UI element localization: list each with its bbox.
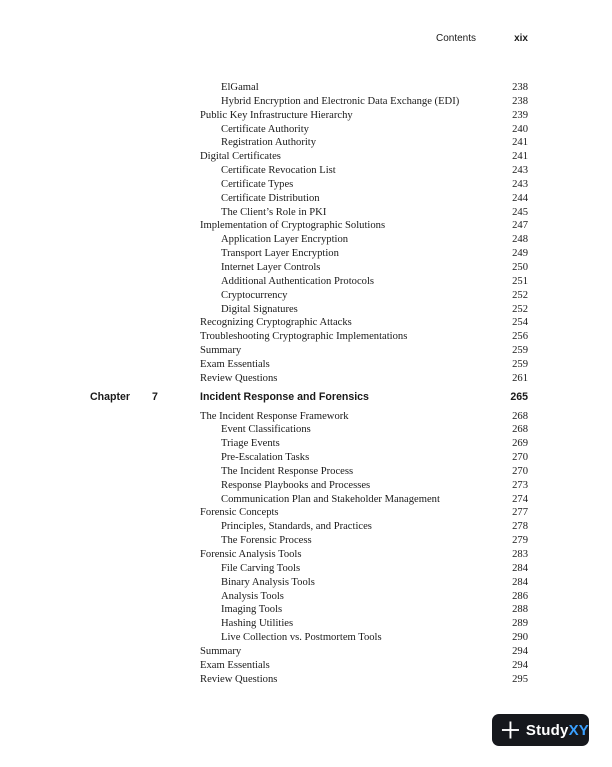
toc-entry-page: 248 — [512, 234, 528, 246]
toc-entry-title: Recognizing Cryptographic Attacks — [200, 317, 352, 329]
toc-entry-page: 270 — [512, 465, 528, 477]
toc-entry-title: Implementation of Cryptographic Solutions — [200, 220, 386, 232]
toc-entry-page: 239 — [512, 109, 528, 121]
toc-entry-page: 250 — [512, 261, 528, 273]
toc-entry[interactable] — [0, 123, 612, 137]
toc-entry-title: Principles, Standards, and Practices — [221, 521, 372, 533]
toc-entry-title: Digital Signatures — [221, 303, 298, 315]
toc-entry-title: Certificate Authority — [221, 123, 309, 135]
toc-entry[interactable] — [0, 673, 612, 687]
toc-entry-title: The Client’s Role in PKI — [221, 206, 327, 218]
toc-entry[interactable] — [0, 590, 612, 604]
toc-entry-page: 254 — [512, 317, 528, 329]
toc-entry-page: 259 — [512, 345, 528, 357]
toc-entry[interactable] — [0, 493, 612, 507]
toc-entry[interactable] — [0, 219, 612, 233]
toc-entry-title: Live Collection vs. Postmortem Tools — [221, 632, 382, 644]
toc-entry-title: Binary Analysis Tools — [221, 576, 315, 588]
toc-entry-page: 270 — [512, 452, 528, 464]
toc-entry-title: Imaging Tools — [221, 604, 283, 616]
toc-entry[interactable] — [0, 164, 612, 178]
toc-entry-page: 243 — [512, 178, 528, 190]
toc-entry-page: 245 — [512, 206, 528, 218]
toc-entry[interactable] — [0, 150, 612, 164]
toc-entry[interactable] — [0, 206, 612, 220]
toc-entry-title: Hashing Utilities — [221, 618, 294, 630]
toc-entry-title: Review Questions — [200, 673, 278, 685]
toc-entry-title: ElGamal — [221, 82, 259, 93]
toc-entry[interactable] — [0, 178, 612, 192]
toc-entry-page: 268 — [512, 424, 528, 436]
toc-entry[interactable] — [0, 358, 612, 372]
toc-entry[interactable] — [0, 603, 612, 617]
toc-entry[interactable] — [0, 534, 612, 548]
toc-entry[interactable] — [0, 437, 612, 451]
toc-entry-page: 241 — [512, 151, 528, 163]
toc-entry-title: The Incident Response Process — [221, 465, 354, 477]
toc-entry-title: Public Key Infrastructure Hierarchy — [200, 109, 353, 121]
toc-entry-title: Cryptocurrency — [221, 289, 288, 301]
brand-part-1: Study — [525, 721, 569, 739]
toc-entry-title: Certificate Distribution — [221, 192, 320, 204]
toc-entry-title: Review Questions — [200, 372, 278, 384]
toc-entry-page: 284 — [512, 562, 528, 574]
chapter-page: 265 — [510, 390, 528, 403]
toc-entry-title: Troubleshooting Cryptographic Implementations — [200, 331, 408, 343]
toc-entry-page: 241 — [512, 137, 528, 149]
toc-entry[interactable] — [0, 344, 612, 358]
toc-entry-title: The Forensic Process — [221, 535, 312, 547]
toc-entry-title: Forensic Analysis Tools — [200, 549, 302, 560]
toc-entry[interactable] — [0, 372, 612, 386]
toc-entry-page: 240 — [512, 123, 528, 135]
toc-entry-page: 294 — [512, 645, 528, 657]
running-head-page-number: xix — [514, 33, 528, 44]
toc-entry-page: 249 — [512, 248, 528, 260]
toc-entry-page: 294 — [512, 659, 528, 671]
toc-entry[interactable] — [0, 330, 612, 344]
toc-entry[interactable] — [0, 520, 612, 534]
toc-entry[interactable] — [0, 136, 612, 150]
toc-entry-title: Triage Events — [221, 438, 280, 450]
toc-entry-title: The Incident Response Framework — [200, 410, 349, 422]
toc-entries-after-chapter — [0, 410, 612, 687]
toc-entry[interactable] — [0, 275, 612, 289]
toc-entry-title: Transport Layer Encryption — [221, 248, 339, 260]
toc-entry-page: 238 — [512, 95, 528, 107]
brand-logo-text — [526, 722, 589, 739]
toc-entry[interactable] — [0, 562, 612, 576]
toc-entry[interactable] — [0, 506, 612, 520]
page-header — [0, 33, 612, 47]
toc-entry[interactable] — [0, 548, 612, 562]
toc-entry-page: 284 — [512, 576, 528, 588]
toc-entry-page: 283 — [512, 549, 528, 560]
toc-entry-page: 278 — [512, 521, 528, 533]
toc-entry-title: Application Layer Encryption — [221, 234, 349, 246]
toc-entry-page: 252 — [512, 289, 528, 301]
toc-entry-title: Certificate Types — [221, 178, 294, 190]
toc-entry[interactable] — [0, 95, 612, 109]
toc-entry-page: 290 — [512, 632, 528, 644]
toc-entry[interactable] — [0, 192, 612, 206]
toc-entry-page: 288 — [512, 604, 528, 616]
toc-entry-page: 244 — [512, 192, 528, 204]
toc-entry[interactable] — [0, 81, 612, 95]
toc-entry-title: Response Playbooks and Processes — [221, 479, 371, 491]
toc-entry[interactable] — [0, 289, 612, 303]
toc-entry-title: Exam Essentials — [200, 358, 270, 370]
toc-entry-title: Event Classifications — [221, 424, 311, 436]
toc-entry[interactable] — [0, 316, 612, 330]
chapter-label: Chapter — [90, 390, 131, 403]
toc-entry[interactable] — [0, 659, 612, 673]
toc-entry-page: 238 — [512, 82, 528, 93]
chapter-number: 7 — [152, 390, 158, 403]
toc-entries-before-chapter — [0, 81, 612, 386]
toc-entry[interactable] — [0, 451, 612, 465]
studyxy-watermark-badge — [492, 714, 589, 746]
toc-entry-title: Summary — [200, 645, 242, 657]
toc-entry[interactable] — [0, 303, 612, 317]
chapter-title: Incident Response and Forensics — [200, 390, 369, 403]
toc-entry[interactable] — [0, 576, 612, 590]
toc-entry-page: 268 — [512, 410, 528, 422]
toc-entry[interactable] — [0, 109, 612, 123]
toc-entry[interactable] — [0, 631, 612, 645]
toc-entry[interactable] — [0, 247, 612, 261]
toc-entry[interactable] — [0, 233, 612, 247]
toc-entry-page: 274 — [512, 493, 528, 505]
toc-entry[interactable] — [0, 617, 612, 631]
toc-entry-title: Internet Layer Controls — [221, 261, 321, 273]
running-head-section: Contents — [435, 33, 476, 44]
toc-entry-page: 251 — [512, 275, 528, 287]
toc-entry-page: 286 — [512, 590, 528, 602]
toc-entry[interactable] — [0, 261, 612, 275]
toc-entry-title: Forensic Concepts — [200, 507, 279, 519]
toc-entry-title: Analysis Tools — [221, 590, 284, 602]
toc-entry-title: Certificate Revocation List — [221, 165, 336, 177]
toc-entry-title: Exam Essentials — [200, 659, 270, 671]
toc-entry-page: 247 — [512, 220, 528, 232]
toc-entry-title: Pre-Escalation Tasks — [221, 452, 310, 464]
toc-entry-title: Communication Plan and Stakeholder Management — [221, 493, 440, 505]
plus-icon — [501, 720, 520, 740]
toc-entry[interactable] — [0, 410, 612, 424]
toc-entry-page: 256 — [512, 331, 528, 343]
toc-entry-title: Additional Authentication Protocols — [221, 275, 375, 287]
toc-entry-page: 273 — [512, 479, 528, 491]
toc-entry-title: Hybrid Encryption and Electronic Data Exchange (EDI) — [221, 95, 460, 107]
toc-entry-page: 269 — [512, 438, 528, 450]
toc-entry-page: 261 — [512, 372, 528, 384]
toc-entry-page: 279 — [512, 535, 528, 547]
toc-entry-page: 259 — [512, 358, 528, 370]
table-of-contents — [0, 81, 612, 686]
brand-part-2: XY — [568, 721, 589, 739]
toc-entry[interactable] — [0, 465, 612, 479]
toc-entry-page: 243 — [512, 165, 528, 177]
toc-entry-page: 289 — [512, 618, 528, 630]
chapter-heading[interactable] — [0, 388, 612, 407]
toc-entry[interactable] — [0, 423, 612, 437]
toc-entry-page: 252 — [512, 303, 528, 315]
toc-entry-title: Digital Certificates — [200, 151, 281, 163]
toc-entry-page: 295 — [512, 673, 528, 685]
toc-entry[interactable] — [0, 645, 612, 659]
toc-entry-title: File Carving Tools — [221, 562, 301, 574]
toc-entry[interactable] — [0, 479, 612, 493]
toc-entry-page: 277 — [512, 507, 528, 519]
toc-entry-title: Summary — [200, 345, 242, 357]
toc-entry-title: Registration Authority — [221, 137, 317, 149]
